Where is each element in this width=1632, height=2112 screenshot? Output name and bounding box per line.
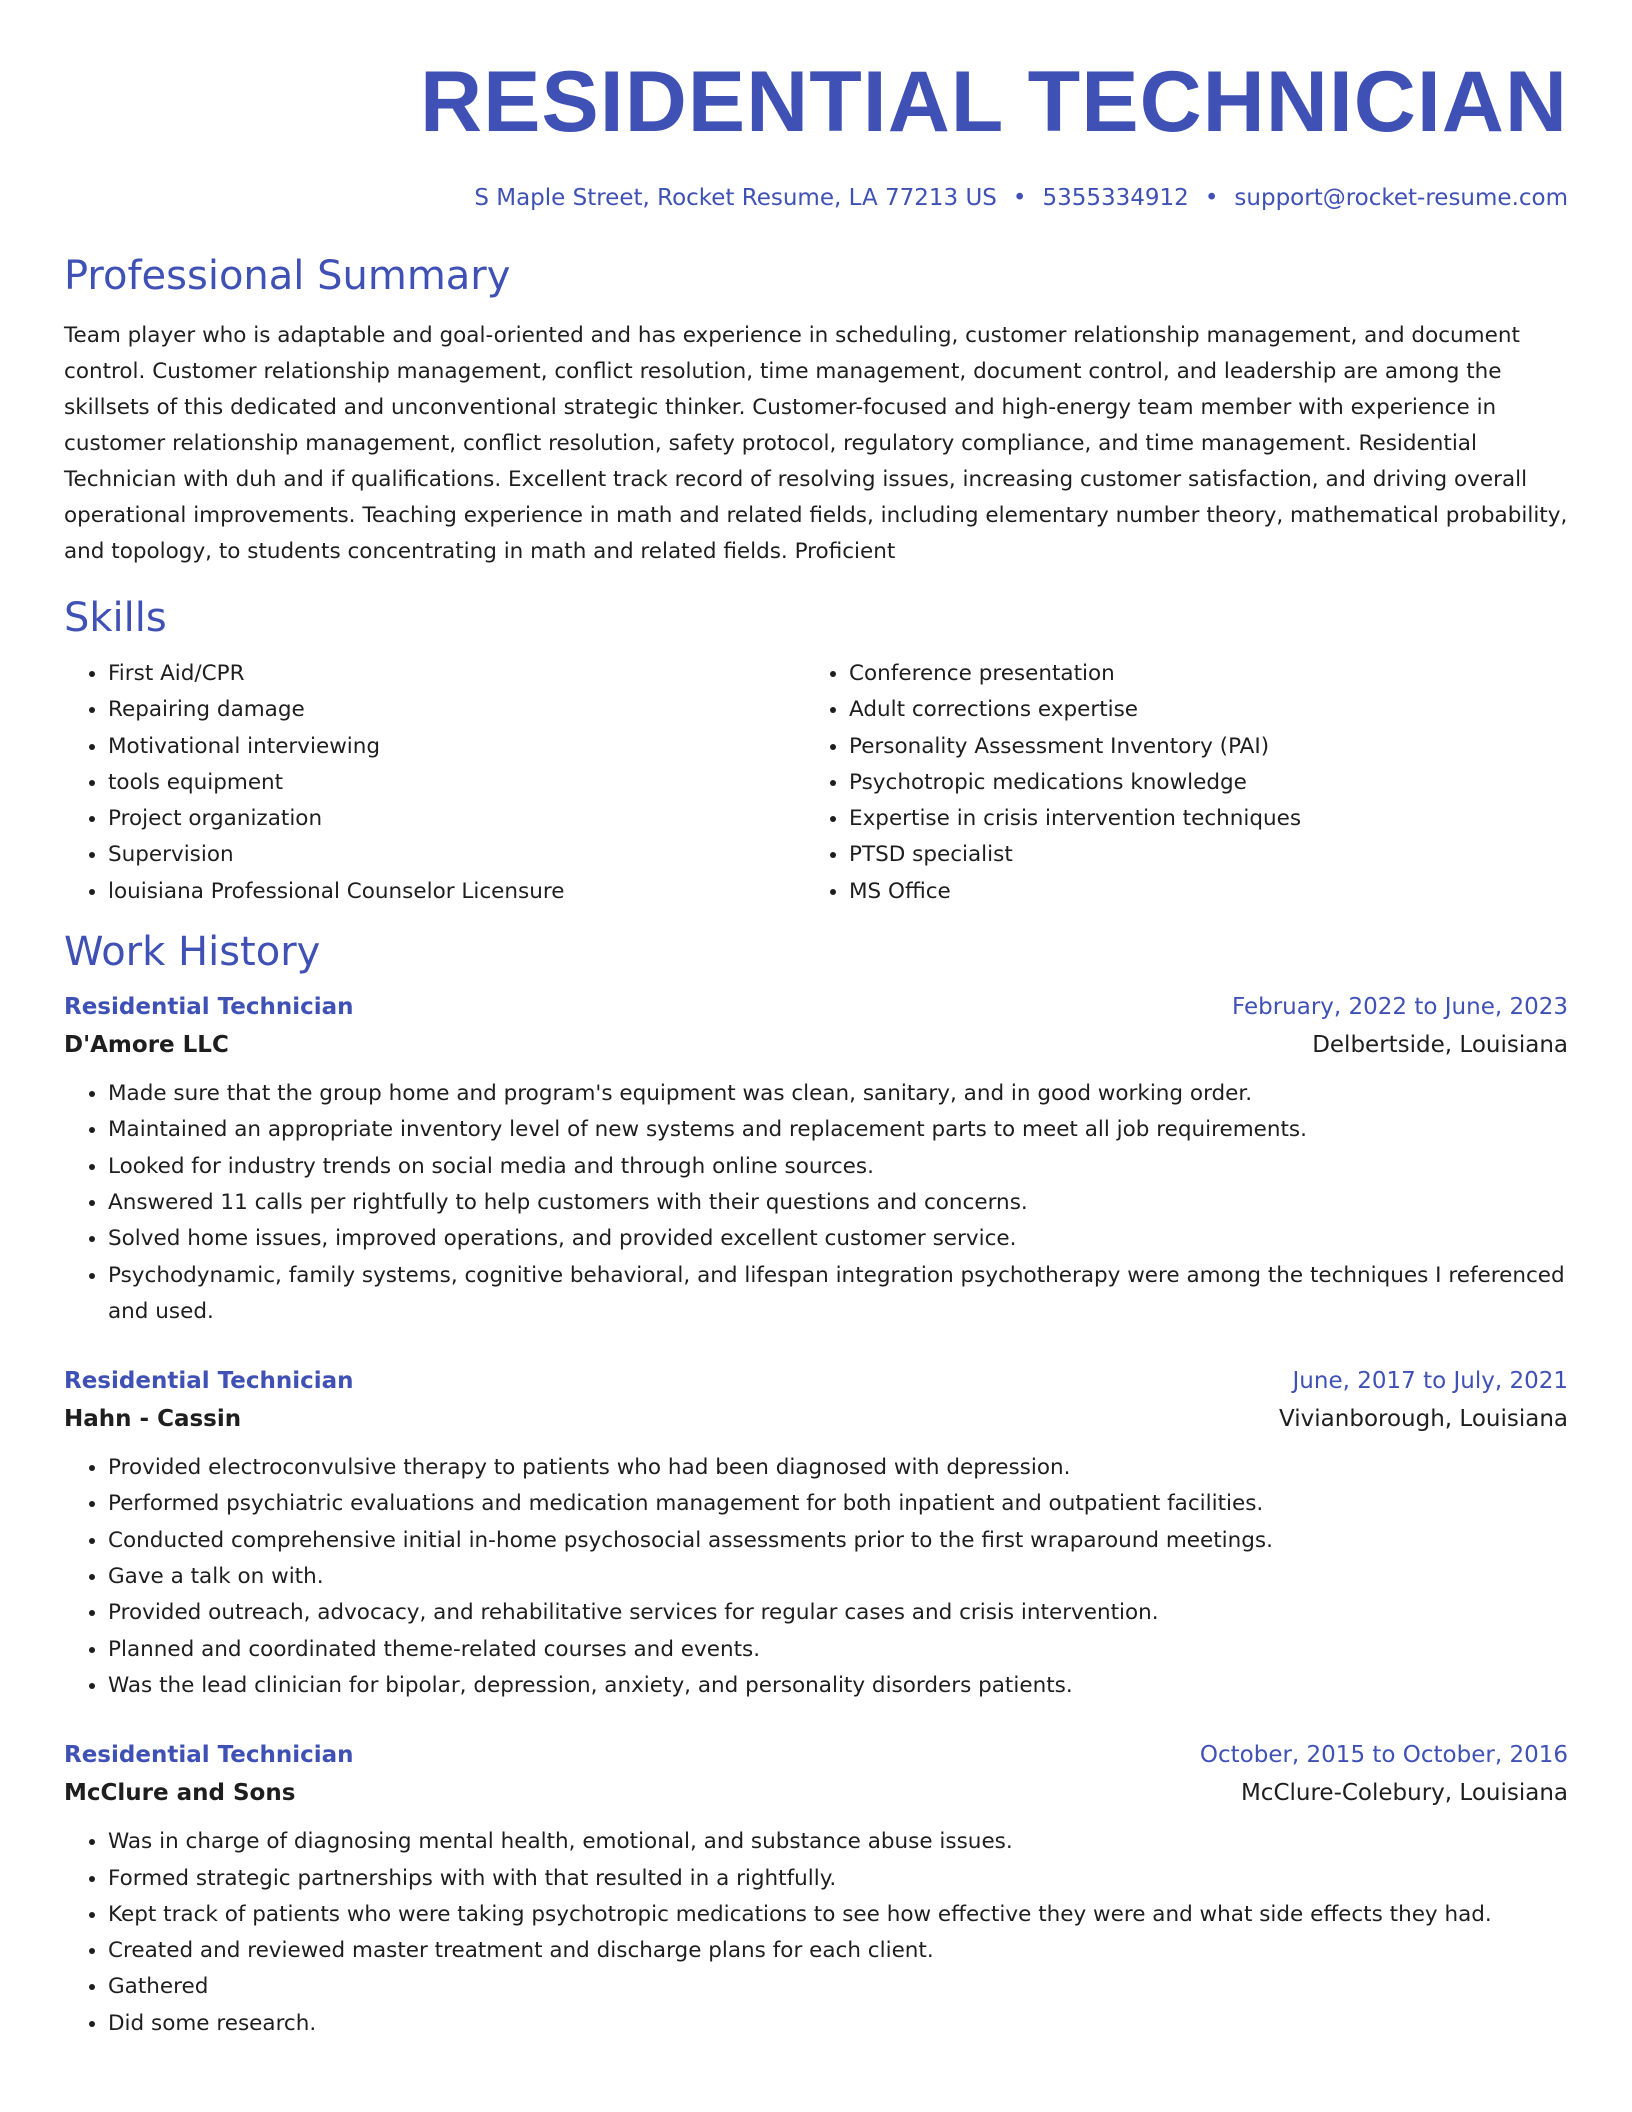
contact-address: S Maple Street, Rocket Resume, LA 77213 US	[474, 185, 997, 211]
job-bullet: • Created and reviewed master treatment and discharge plans for each client.	[108, 1933, 1568, 1969]
job-bullets	[64, 1076, 1568, 1330]
skills-column-left	[64, 656, 805, 910]
job-company-row	[64, 1026, 1568, 1064]
skills-heading: Skills	[64, 595, 167, 641]
skill-item: • First Aid/CPR	[108, 656, 805, 692]
job-bullet: • Kept track of patients who were taking psychotropic medications to see how effective they were and what side effects they had.	[108, 1897, 1568, 1933]
skill-item: • Project organization	[108, 801, 805, 837]
skill-item: • PTSD specialist	[849, 837, 1546, 873]
skill-item: • Expertise in crisis intervention techniques	[849, 801, 1546, 837]
job-entry	[64, 1736, 1568, 2042]
skills-list	[64, 656, 1568, 910]
job-bullet: • Conducted comprehensive initial in-home psychosocial assessments prior to the first wraparound meetings.	[108, 1523, 1568, 1559]
job-bullet: • Formed strategic partnerships with with that resulted in a rightfully.	[108, 1861, 1568, 1897]
job-bullet: • Maintained an appropriate inventory level of new systems and replacement parts to meet all job requirements.	[108, 1112, 1568, 1148]
job-role: Residential Technician	[64, 994, 354, 1021]
job-bullet: • Answered 11 calls per rightfully to help customers with their questions and concerns.	[108, 1185, 1568, 1221]
job-bullets	[64, 1450, 1568, 1704]
contact-separator: •	[1204, 185, 1219, 211]
job-role: Residential Technician	[64, 1742, 354, 1769]
job-role: Residential Technician	[64, 1368, 354, 1395]
job-bullet: • Was the lead clinician for bipolar, depression, anxiety, and personality disorders patients.	[108, 1668, 1568, 1704]
job-bullet: • Provided outreach, advocacy, and rehabilitative services for regular cases and crisis intervention.	[108, 1595, 1568, 1631]
job-header-row	[64, 1362, 1568, 1400]
contact-email: support@rocket-resume.com	[1234, 185, 1568, 211]
job-company-row	[64, 1774, 1568, 1812]
job-dates: June, 2017 to July, 2021	[1292, 1368, 1568, 1395]
job-company-row	[64, 1400, 1568, 1438]
skills-column-right	[805, 656, 1546, 910]
job-entry	[64, 1362, 1568, 1704]
contact-separator: •	[1012, 185, 1027, 211]
work-history-heading: Work History	[64, 929, 321, 976]
skill-item: • Conference presentation	[849, 656, 1546, 692]
job-bullet: • Was in charge of diagnosing mental health, emotional, and substance abuse issues.	[108, 1824, 1568, 1860]
job-location: Delbertside, Louisiana	[1312, 1032, 1568, 1059]
contact-phone: 5355334912	[1042, 185, 1189, 211]
skill-item: • Personality Assessment Inventory (PAI)	[849, 729, 1546, 765]
job-company: McClure and Sons	[64, 1780, 296, 1807]
skill-item: • Repairing damage	[108, 692, 805, 728]
job-entry	[64, 988, 1568, 1330]
job-dates: October, 2015 to October, 2016	[1199, 1742, 1568, 1769]
job-location: Vivianborough, Louisiana	[1279, 1406, 1568, 1433]
skill-item: • louisiana Professional Counselor Licensure	[108, 874, 805, 910]
skill-item: • Adult corrections expertise	[849, 692, 1546, 728]
job-bullet: • Gave a talk on with.	[108, 1559, 1568, 1595]
job-bullet: • Made sure that the group home and program's equipment was clean, sanitary, and in good working order.	[108, 1076, 1568, 1112]
job-bullet: • Psychodynamic, family systems, cognitive behavioral, and lifespan integration psychotherapy were among the techniques I referenced and used.	[108, 1258, 1568, 1331]
skill-item: • Psychotropic medications knowledge	[849, 765, 1546, 801]
job-bullet: • Planned and coordinated theme-related courses and events.	[108, 1632, 1568, 1668]
job-header-row	[64, 988, 1568, 1026]
job-bullet: • Did some research.	[108, 2006, 1568, 2042]
job-header-row	[64, 1736, 1568, 1774]
job-bullet: • Gathered	[108, 1969, 1568, 2005]
job-bullet: • Looked for industry trends on social media and through online sources.	[108, 1149, 1568, 1185]
job-dates: February, 2022 to June, 2023	[1231, 994, 1568, 1021]
contact-line	[64, 182, 1568, 214]
job-company: D'Amore LLC	[64, 1032, 229, 1059]
skill-item: • tools equipment	[108, 765, 805, 801]
skill-item: • Supervision	[108, 837, 805, 873]
skill-item: • MS Office	[849, 874, 1546, 910]
job-bullets	[64, 1824, 1568, 2042]
job-bullet: • Provided electroconvulsive therapy to patients who had been diagnosed with depression.	[108, 1450, 1568, 1486]
summary-heading: Professional Summary	[64, 253, 511, 299]
resume-page	[64, 50, 1568, 2042]
job-company: Hahn - Cassin	[64, 1406, 242, 1433]
job-location: McClure-Colebury, Louisiana	[1240, 1780, 1568, 1807]
job-bullet: • Performed psychiatric evaluations and medication management for both inpatient and outpatient facilities.	[108, 1486, 1568, 1522]
job-bullet: • Solved home issues, improved operations, and provided excellent customer service.	[108, 1221, 1568, 1257]
skill-item: • Motivational interviewing	[108, 729, 805, 765]
summary-text: Team player who is adaptable and goal-oriented and has experience in scheduling, customer relationship management, and document control. Customer relationship management, conflict resolution, time management, document control, and leadership are among the skillsets of this dedicated and unconventional strategic thinker. Customer-focused and high-energy team member with experience in customer relationship management, conflict resolution, safety protocol, regulatory compliance, and time management. Residential Technician with duh and if qualifications. Excellent track record of resolving issues, increasing customer satisfaction, and driving overall operational improvements. Teaching experience in math and related fields, including elementary number theory, mathematical probability, and topology, to students concentrating in math and related fields. Proficient	[64, 323, 1568, 564]
resume-title: RESIDENTIAL TECHNICIAN	[419, 54, 1568, 150]
